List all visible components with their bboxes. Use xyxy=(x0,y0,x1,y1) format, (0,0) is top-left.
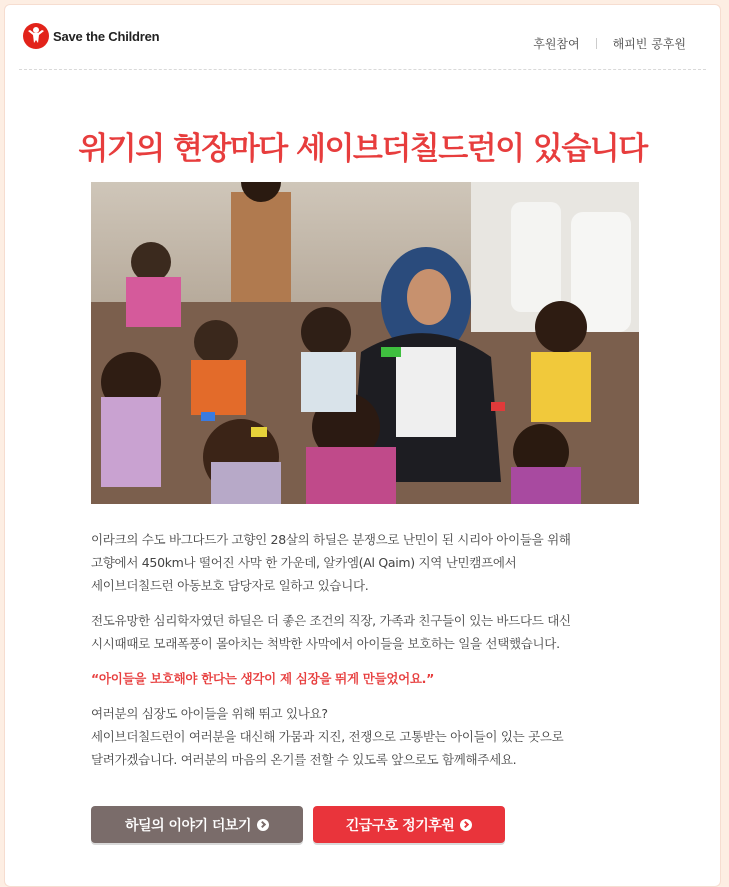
circle-chevron-right-icon xyxy=(460,819,472,831)
emergency-donate-button[interactable] xyxy=(313,806,505,843)
paragraph-2: 전도유망한 심리학자였던 하딜은 더 좋은 조건의 직장, 가족과 친구들이 있는 바드다드 대신 시시때때로 모래폭풍이 몰아치는 척박한 사막에서 아이들을 보호하는 일을 선택했습니다. xyxy=(91,613,571,651)
nav-divider xyxy=(596,38,597,49)
logo[interactable] xyxy=(23,23,159,49)
hero-photo-illustration xyxy=(91,182,639,504)
email-frame xyxy=(4,4,721,887)
paragraph-3: 여러분의 심장도 아이들을 위해 뛰고 있나요? 세이브더칠드런이 여러분을 대신해 가뭄과 지진, 전쟁으로 고통받는 아이들이 있는 곳으로 달려가겠습니다. 여러분의 마음의 온기를 전할 수 있도록 앞으로도 함께해주세요. xyxy=(91,706,564,767)
story-text xyxy=(91,528,611,783)
save-the-children-logo-icon xyxy=(23,23,49,49)
page-title: 위기의 현장마다 세이브더칠드런이 있습니다 xyxy=(78,131,647,167)
nav-link-sponsor[interactable]: 후원참여 xyxy=(533,37,580,51)
emergency-donate-label: 긴급구호 정기후원 xyxy=(345,817,455,834)
logo-text: Save the Children xyxy=(53,28,160,44)
quote: “아이들을 보호해야 한다는 생각이 제 심장을 뛰게 만들었어요.” xyxy=(91,671,435,686)
paragraph-1: 이라크의 수도 바그다드가 고향인 28살의 하딜은 분쟁으로 난민이 된 시리아 아이들을 위해 고향에서 450km나 떨어진 사막 한 가운데, 알카엠(Al Qaim) 지역 난민캠프에서 세이브더칠드런 아동보호 담당자로 일하고 있습니다. xyxy=(91,532,571,593)
read-story-button[interactable] xyxy=(91,806,303,843)
header xyxy=(19,5,706,70)
circle-chevron-right-icon xyxy=(257,819,269,831)
nav-link-happybean[interactable]: 해피빈 콩후원 xyxy=(612,37,686,51)
top-nav xyxy=(533,35,686,52)
hero-photo xyxy=(91,182,639,504)
read-story-label: 하딜의 이야기 더보기 xyxy=(125,817,251,834)
